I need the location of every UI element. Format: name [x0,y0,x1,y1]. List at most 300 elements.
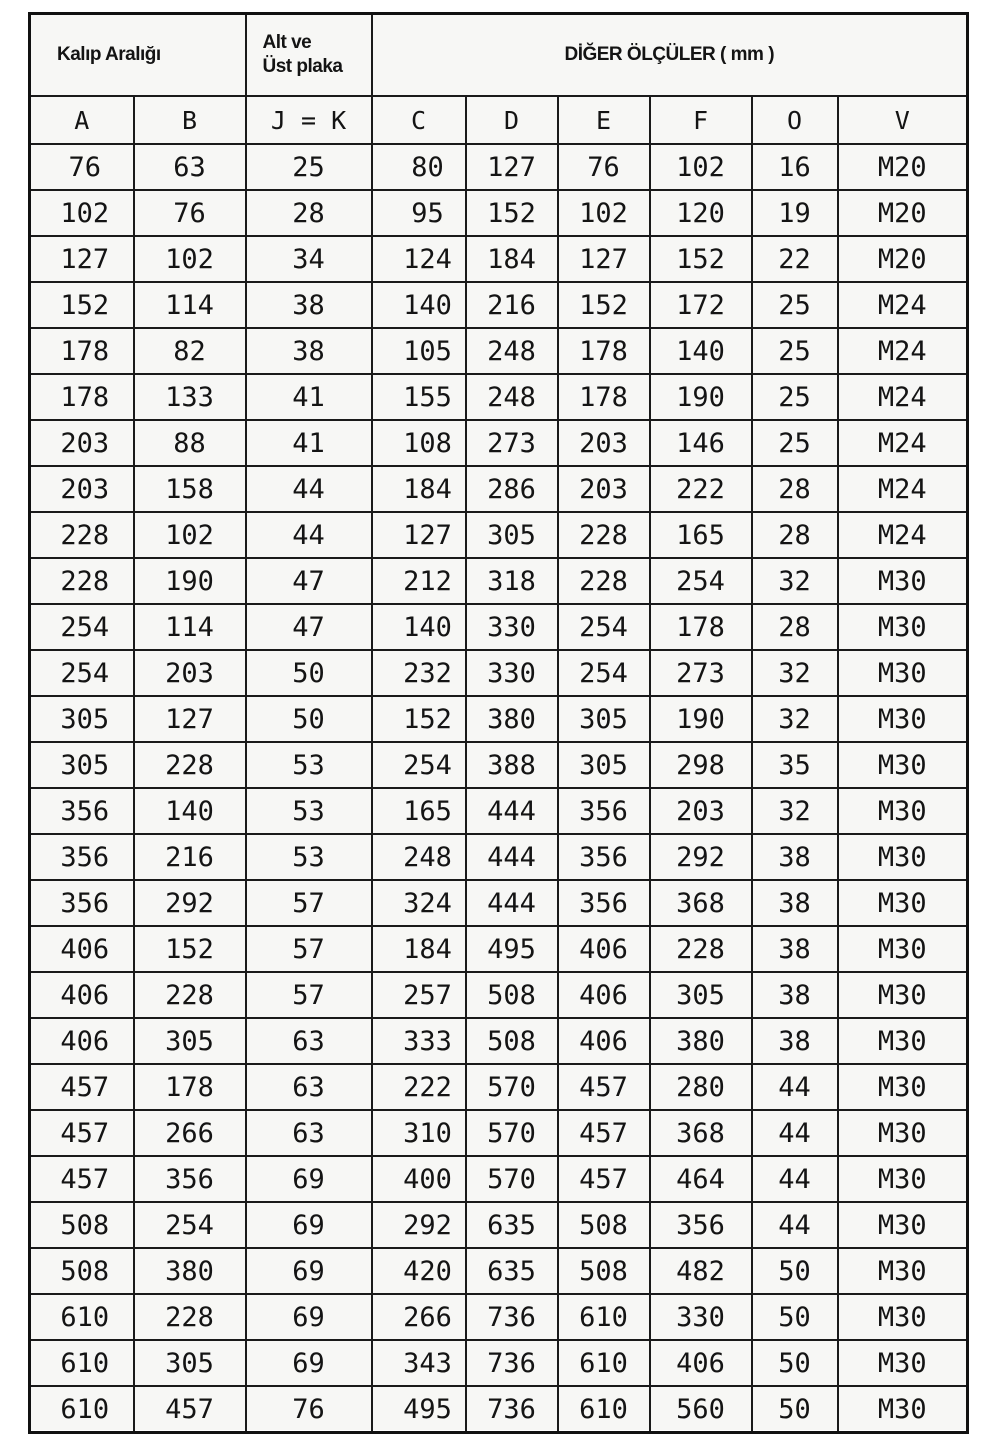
cell-e: 152 [558,282,650,328]
cell-v: M30 [838,604,968,650]
cell-o: 38 [752,972,838,1018]
cell-a: 228 [30,558,134,604]
cell-c: 155 [372,374,466,420]
cell-v: M30 [838,696,968,742]
cell-jk: 63 [246,1064,372,1110]
cell-d: 318 [466,558,558,604]
cell-a: 356 [30,788,134,834]
cell-d: 736 [466,1386,558,1433]
cell-f: 560 [650,1386,752,1433]
cell-c: 212 [372,558,466,604]
cell-d: 273 [466,420,558,466]
table-row [30,558,968,604]
cell-b: 228 [134,972,246,1018]
cell-d: 570 [466,1156,558,1202]
cell-o: 44 [752,1202,838,1248]
cell-jk: 57 [246,926,372,972]
cell-a: 457 [30,1064,134,1110]
cell-a: 178 [30,374,134,420]
cell-b: 63 [134,144,246,190]
cell-d: 127 [466,144,558,190]
cell-v: M30 [838,1248,968,1294]
cell-o: 44 [752,1064,838,1110]
cell-v: M24 [838,328,968,374]
cell-v: M30 [838,788,968,834]
cell-jk: 47 [246,604,372,650]
plate-header-line2: Üst plaka [262,56,343,77]
cell-f: 464 [650,1156,752,1202]
cell-e: 76 [558,144,650,190]
cell-o: 50 [752,1294,838,1340]
cell-jk: 69 [246,1156,372,1202]
cell-c: 400 [372,1156,466,1202]
cell-c: 343 [372,1340,466,1386]
column-header-a: A [30,96,134,144]
cell-jk: 44 [246,512,372,558]
cell-f: 330 [650,1294,752,1340]
cell-o: 19 [752,190,838,236]
cell-b: 305 [134,1340,246,1386]
cell-v: M30 [838,1110,968,1156]
table-row [30,972,968,1018]
cell-d: 152 [466,190,558,236]
cell-a: 406 [30,972,134,1018]
cell-jk: 69 [246,1202,372,1248]
cell-b: 140 [134,788,246,834]
cell-c: 420 [372,1248,466,1294]
cell-b: 88 [134,420,246,466]
cell-b: 190 [134,558,246,604]
table-row [30,1340,968,1386]
cell-a: 76 [30,144,134,190]
mold-gap-header [30,14,246,97]
cell-jk: 44 [246,466,372,512]
cell-v: M30 [838,1156,968,1202]
cell-a: 406 [30,1018,134,1064]
cell-f: 152 [650,236,752,282]
table-row [30,742,968,788]
cell-o: 28 [752,466,838,512]
cell-f: 368 [650,1110,752,1156]
cell-d: 380 [466,696,558,742]
cell-b: 114 [134,282,246,328]
cell-d: 330 [466,650,558,696]
cell-f: 356 [650,1202,752,1248]
cell-v: M30 [838,1064,968,1110]
table-row [30,1156,968,1202]
cell-a: 508 [30,1248,134,1294]
cell-d: 248 [466,374,558,420]
cell-jk: 53 [246,742,372,788]
cell-e: 228 [558,558,650,604]
cell-b: 356 [134,1156,246,1202]
cell-a: 406 [30,926,134,972]
table-row [30,604,968,650]
cell-jk: 28 [246,190,372,236]
cell-a: 152 [30,282,134,328]
cell-f: 380 [650,1018,752,1064]
cell-d: 444 [466,834,558,880]
cell-jk: 63 [246,1018,372,1064]
cell-e: 406 [558,1018,650,1064]
other-dimensions-header-label: DİĞER ÖLÇÜLER ( mm ) [564,44,775,66]
cell-o: 25 [752,374,838,420]
cell-d: 286 [466,466,558,512]
cell-b: 266 [134,1110,246,1156]
cell-e: 356 [558,880,650,926]
cell-b: 203 [134,650,246,696]
cell-c: 257 [372,972,466,1018]
cell-d: 444 [466,880,558,926]
cell-jk: 38 [246,282,372,328]
cell-d: 184 [466,236,558,282]
cell-jk: 69 [246,1294,372,1340]
cell-c: 333 [372,1018,466,1064]
cell-jk: 53 [246,834,372,880]
mold-gap-header-label: Kalıp Aralığı [57,44,161,66]
cell-e: 457 [558,1110,650,1156]
cell-f: 190 [650,696,752,742]
cell-c: 140 [372,604,466,650]
cell-v: M24 [838,420,968,466]
cell-o: 38 [752,926,838,972]
cell-b: 292 [134,880,246,926]
cell-d: 305 [466,512,558,558]
cell-o: 50 [752,1340,838,1386]
cell-b: 254 [134,1202,246,1248]
cell-jk: 25 [246,144,372,190]
cell-v: M24 [838,512,968,558]
cell-jk: 41 [246,420,372,466]
table-row [30,926,968,972]
cell-e: 457 [558,1064,650,1110]
cell-c: 495 [372,1386,466,1433]
cell-jk: 63 [246,1110,372,1156]
cell-d: 330 [466,604,558,650]
cell-e: 102 [558,190,650,236]
cell-e: 610 [558,1340,650,1386]
cell-b: 152 [134,926,246,972]
cell-d: 216 [466,282,558,328]
cell-d: 570 [466,1110,558,1156]
cell-o: 38 [752,834,838,880]
cell-o: 38 [752,880,838,926]
column-header-v: V [838,96,968,144]
cell-v: M24 [838,374,968,420]
cell-f: 280 [650,1064,752,1110]
table-row [30,696,968,742]
cell-a: 203 [30,420,134,466]
table-row [30,512,968,558]
cell-b: 380 [134,1248,246,1294]
cell-c: 105 [372,328,466,374]
cell-e: 203 [558,466,650,512]
cell-a: 102 [30,190,134,236]
cell-f: 102 [650,144,752,190]
cell-o: 38 [752,1018,838,1064]
column-header-d: D [466,96,558,144]
cell-f: 482 [650,1248,752,1294]
cell-f: 203 [650,788,752,834]
cell-v: M30 [838,650,968,696]
cell-b: 158 [134,466,246,512]
table-row [30,834,968,880]
table-row [30,374,968,420]
cell-b: 76 [134,190,246,236]
cell-f: 140 [650,328,752,374]
plate-header [246,14,372,97]
cell-jk: 41 [246,374,372,420]
cell-a: 610 [30,1340,134,1386]
cell-f: 190 [650,374,752,420]
cell-f: 165 [650,512,752,558]
cell-o: 32 [752,558,838,604]
cell-o: 28 [752,604,838,650]
table-row [30,1202,968,1248]
cell-d: 508 [466,1018,558,1064]
cell-a: 508 [30,1202,134,1248]
cell-a: 127 [30,236,134,282]
cell-jk: 76 [246,1386,372,1433]
cell-e: 457 [558,1156,650,1202]
table-row [30,880,968,926]
cell-e: 508 [558,1202,650,1248]
cell-b: 114 [134,604,246,650]
cell-a: 457 [30,1110,134,1156]
column-letter-row [30,96,968,144]
cell-jk: 69 [246,1340,372,1386]
cell-e: 610 [558,1386,650,1433]
cell-e: 305 [558,742,650,788]
cell-v: M30 [838,1386,968,1433]
cell-c: 310 [372,1110,466,1156]
cell-f: 178 [650,604,752,650]
cell-f: 273 [650,650,752,696]
cell-v: M20 [838,190,968,236]
cell-v: M30 [838,558,968,604]
cell-b: 228 [134,1294,246,1340]
cell-v: M30 [838,834,968,880]
cell-f: 222 [650,466,752,512]
cell-b: 127 [134,696,246,742]
cell-e: 356 [558,834,650,880]
cell-v: M20 [838,236,968,282]
table-row [30,1294,968,1340]
cell-o: 50 [752,1248,838,1294]
cell-e: 356 [558,788,650,834]
cell-c: 184 [372,466,466,512]
cell-c: 124 [372,236,466,282]
cell-c: 80 [372,144,466,190]
table-row [30,282,968,328]
cell-e: 228 [558,512,650,558]
scanned-table-page [28,12,966,1430]
table-row [30,466,968,512]
cell-a: 457 [30,1156,134,1202]
cell-c: 254 [372,742,466,788]
cell-d: 508 [466,972,558,1018]
cell-c: 324 [372,880,466,926]
cell-c: 248 [372,834,466,880]
table-row [30,1386,968,1433]
cell-e: 305 [558,696,650,742]
cell-b: 102 [134,512,246,558]
cell-d: 635 [466,1248,558,1294]
column-header-f: F [650,96,752,144]
cell-a: 254 [30,604,134,650]
cell-a: 610 [30,1294,134,1340]
cell-a: 305 [30,696,134,742]
cell-c: 152 [372,696,466,742]
cell-v: M30 [838,742,968,788]
cell-d: 444 [466,788,558,834]
cell-v: M30 [838,880,968,926]
cell-f: 254 [650,558,752,604]
cell-v: M30 [838,1202,968,1248]
cell-jk: 38 [246,328,372,374]
cell-v: M30 [838,1340,968,1386]
cell-b: 457 [134,1386,246,1433]
cell-e: 127 [558,236,650,282]
cell-b: 102 [134,236,246,282]
cell-a: 228 [30,512,134,558]
cell-a: 356 [30,880,134,926]
cell-c: 232 [372,650,466,696]
cell-d: 736 [466,1294,558,1340]
group-header-row [30,14,968,97]
cell-c: 292 [372,1202,466,1248]
cell-f: 146 [650,420,752,466]
cell-v: M30 [838,926,968,972]
cell-b: 82 [134,328,246,374]
cell-c: 127 [372,512,466,558]
table-row [30,190,968,236]
table-row [30,1064,968,1110]
cell-jk: 57 [246,880,372,926]
cell-o: 28 [752,512,838,558]
cell-f: 298 [650,742,752,788]
cell-e: 178 [558,328,650,374]
cell-o: 44 [752,1156,838,1202]
cell-b: 133 [134,374,246,420]
cell-e: 406 [558,926,650,972]
cell-o: 16 [752,144,838,190]
cell-d: 248 [466,328,558,374]
cell-c: 266 [372,1294,466,1340]
cell-jk: 53 [246,788,372,834]
cell-c: 165 [372,788,466,834]
column-header-e: E [558,96,650,144]
cell-a: 254 [30,650,134,696]
cell-v: M24 [838,282,968,328]
cell-c: 108 [372,420,466,466]
cell-f: 228 [650,926,752,972]
column-header-b: B [134,96,246,144]
cell-e: 610 [558,1294,650,1340]
cell-v: M30 [838,972,968,1018]
cell-jk: 57 [246,972,372,1018]
cell-a: 203 [30,466,134,512]
cell-f: 292 [650,834,752,880]
cell-e: 254 [558,650,650,696]
cell-d: 388 [466,742,558,788]
cell-o: 25 [752,282,838,328]
cell-d: 495 [466,926,558,972]
cell-b: 228 [134,742,246,788]
cell-f: 406 [650,1340,752,1386]
cell-b: 305 [134,1018,246,1064]
cell-f: 120 [650,190,752,236]
cell-c: 222 [372,1064,466,1110]
cell-e: 203 [558,420,650,466]
cell-a: 356 [30,834,134,880]
table-row [30,1110,968,1156]
cell-jk: 50 [246,650,372,696]
cell-v: M30 [838,1018,968,1064]
cell-o: 22 [752,236,838,282]
cell-jk: 50 [246,696,372,742]
cell-v: M30 [838,1294,968,1340]
cell-o: 32 [752,788,838,834]
cell-o: 32 [752,696,838,742]
cell-c: 95 [372,190,466,236]
cell-f: 305 [650,972,752,1018]
plate-header-line1: Alt ve [262,32,312,54]
table-row [30,144,968,190]
cell-e: 178 [558,374,650,420]
cell-f: 368 [650,880,752,926]
table-row [30,650,968,696]
cell-d: 736 [466,1340,558,1386]
cell-o: 25 [752,420,838,466]
cell-c: 140 [372,282,466,328]
cell-b: 178 [134,1064,246,1110]
cell-o: 35 [752,742,838,788]
table-row [30,1248,968,1294]
cell-v: M20 [838,144,968,190]
cell-c: 184 [372,926,466,972]
cell-f: 172 [650,282,752,328]
table-body [30,144,968,1433]
table-row [30,788,968,834]
cell-o: 50 [752,1386,838,1433]
column-header-jk: J = K [246,96,372,144]
cell-o: 44 [752,1110,838,1156]
cell-jk: 47 [246,558,372,604]
other-dimensions-header [372,14,968,97]
mold-dimensions-table [28,12,969,1434]
table-row [30,420,968,466]
cell-a: 178 [30,328,134,374]
cell-jk: 69 [246,1248,372,1294]
cell-d: 570 [466,1064,558,1110]
cell-b: 216 [134,834,246,880]
cell-o: 32 [752,650,838,696]
column-header-o: O [752,96,838,144]
cell-a: 305 [30,742,134,788]
cell-d: 635 [466,1202,558,1248]
cell-v: M24 [838,466,968,512]
cell-e: 406 [558,972,650,1018]
table-row [30,328,968,374]
cell-a: 610 [30,1386,134,1433]
table-row [30,236,968,282]
cell-jk: 34 [246,236,372,282]
cell-o: 25 [752,328,838,374]
column-header-c: C [372,96,466,144]
cell-e: 508 [558,1248,650,1294]
table-row [30,1018,968,1064]
